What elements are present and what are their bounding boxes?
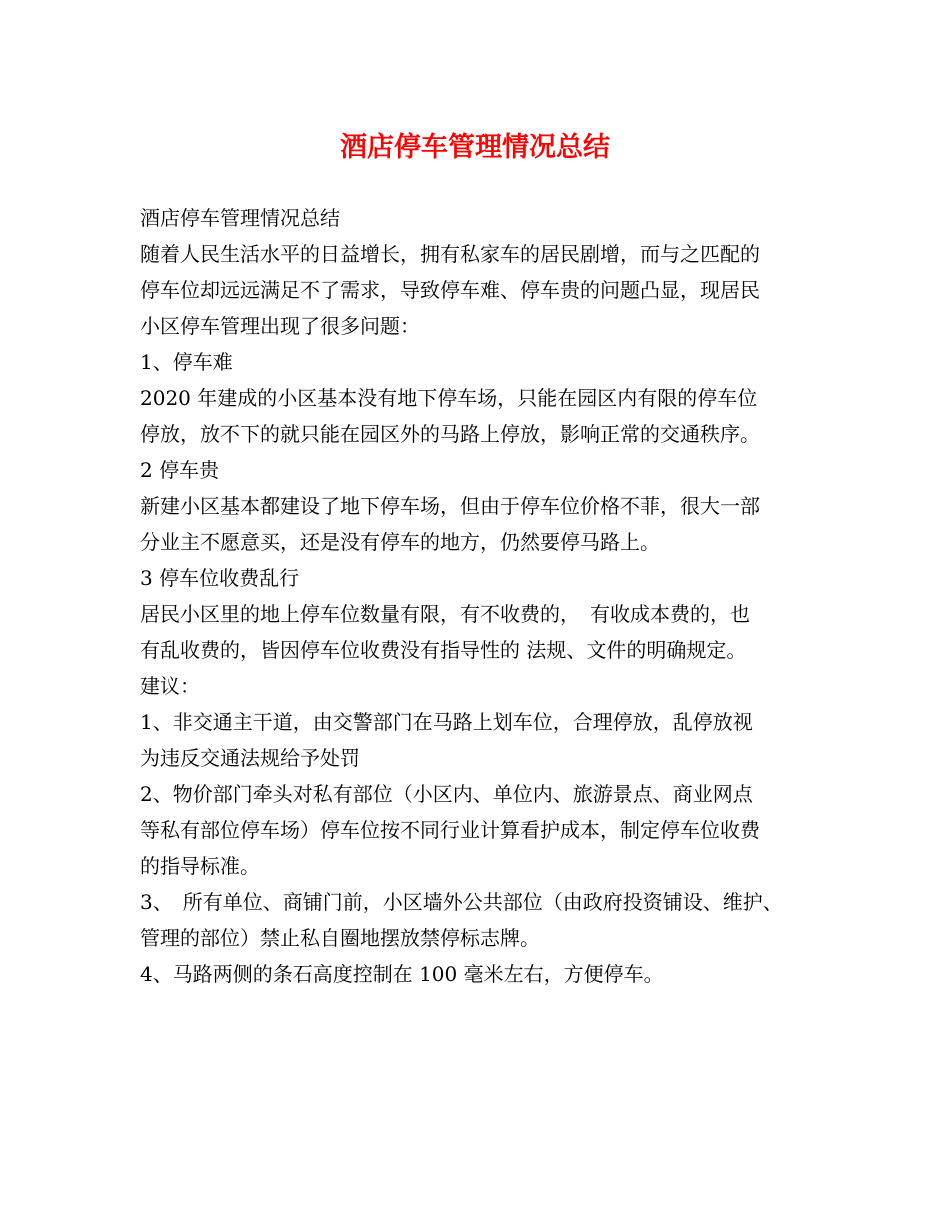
- list-item: 的指导标准。: [140, 854, 260, 878]
- list-item: 2、物价部门牵头对私有部位（小区内、单位内、旅游景点、商业网点: [140, 782, 753, 806]
- section-heading: 1、停车难: [140, 350, 233, 374]
- list-item: 1、非交通主干道，由交警部门在马路上划车位，合理停放，乱停放视: [140, 710, 753, 734]
- document-title: 酒店停车管理情况总结: [340, 132, 610, 163]
- section-heading: 2 停车贵: [140, 458, 220, 482]
- body-line: 酒店停车管理情况总结: [140, 206, 340, 230]
- body-line: 分业主不愿意买，还是没有停车的地方，仍然要停马路上。: [140, 530, 660, 554]
- body-line: 小区停车管理出现了很多问题：: [140, 314, 420, 338]
- list-item: 为违反交通法规给予处罚: [140, 746, 360, 770]
- document-body: [140, 200, 830, 992]
- list-item: 管理的部位）禁止私自圈地摆放禁停标志牌。: [140, 926, 540, 950]
- body-line: 居民小区里的地上停车位数量有限，有不收费的， 有收成本费的，也: [140, 602, 750, 626]
- body-line: 新建小区基本都建设了地下停车场，但由于停车位价格不菲，很大一部: [140, 494, 760, 518]
- body-line: 2020 年建成的小区基本没有地下停车场，只能在园区内有限的停车位: [140, 386, 758, 410]
- list-item: 3、 所有单位、商铺门前，小区墙外公共部位（由政府投资铺设、维护、: [140, 890, 783, 914]
- list-item: 等私有部位停车场）停车位按不同行业计算看护成本，制定停车位收费: [140, 818, 760, 842]
- list-item: 4、马路两侧的条石高度控制在 100 毫米左右，方便停车。: [140, 962, 664, 986]
- section-heading: 3 停车位收费乱行: [140, 566, 300, 590]
- body-line: 有乱收费的，皆因停车位收费没有指导性的 法规、文件的明确规定。: [140, 638, 747, 662]
- section-heading: 建议：: [140, 674, 200, 698]
- body-line: 随着人民生活水平的日益增长，拥有私家车的居民剧增，而与之匹配的: [140, 242, 760, 266]
- body-line: 停车位却远远满足不了需求，导致停车难、停车贵的问题凸显，现居民: [140, 278, 760, 302]
- body-line: 停放，放不下的就只能在园区外的马路上停放，影响正常的交通秩序。: [140, 422, 760, 446]
